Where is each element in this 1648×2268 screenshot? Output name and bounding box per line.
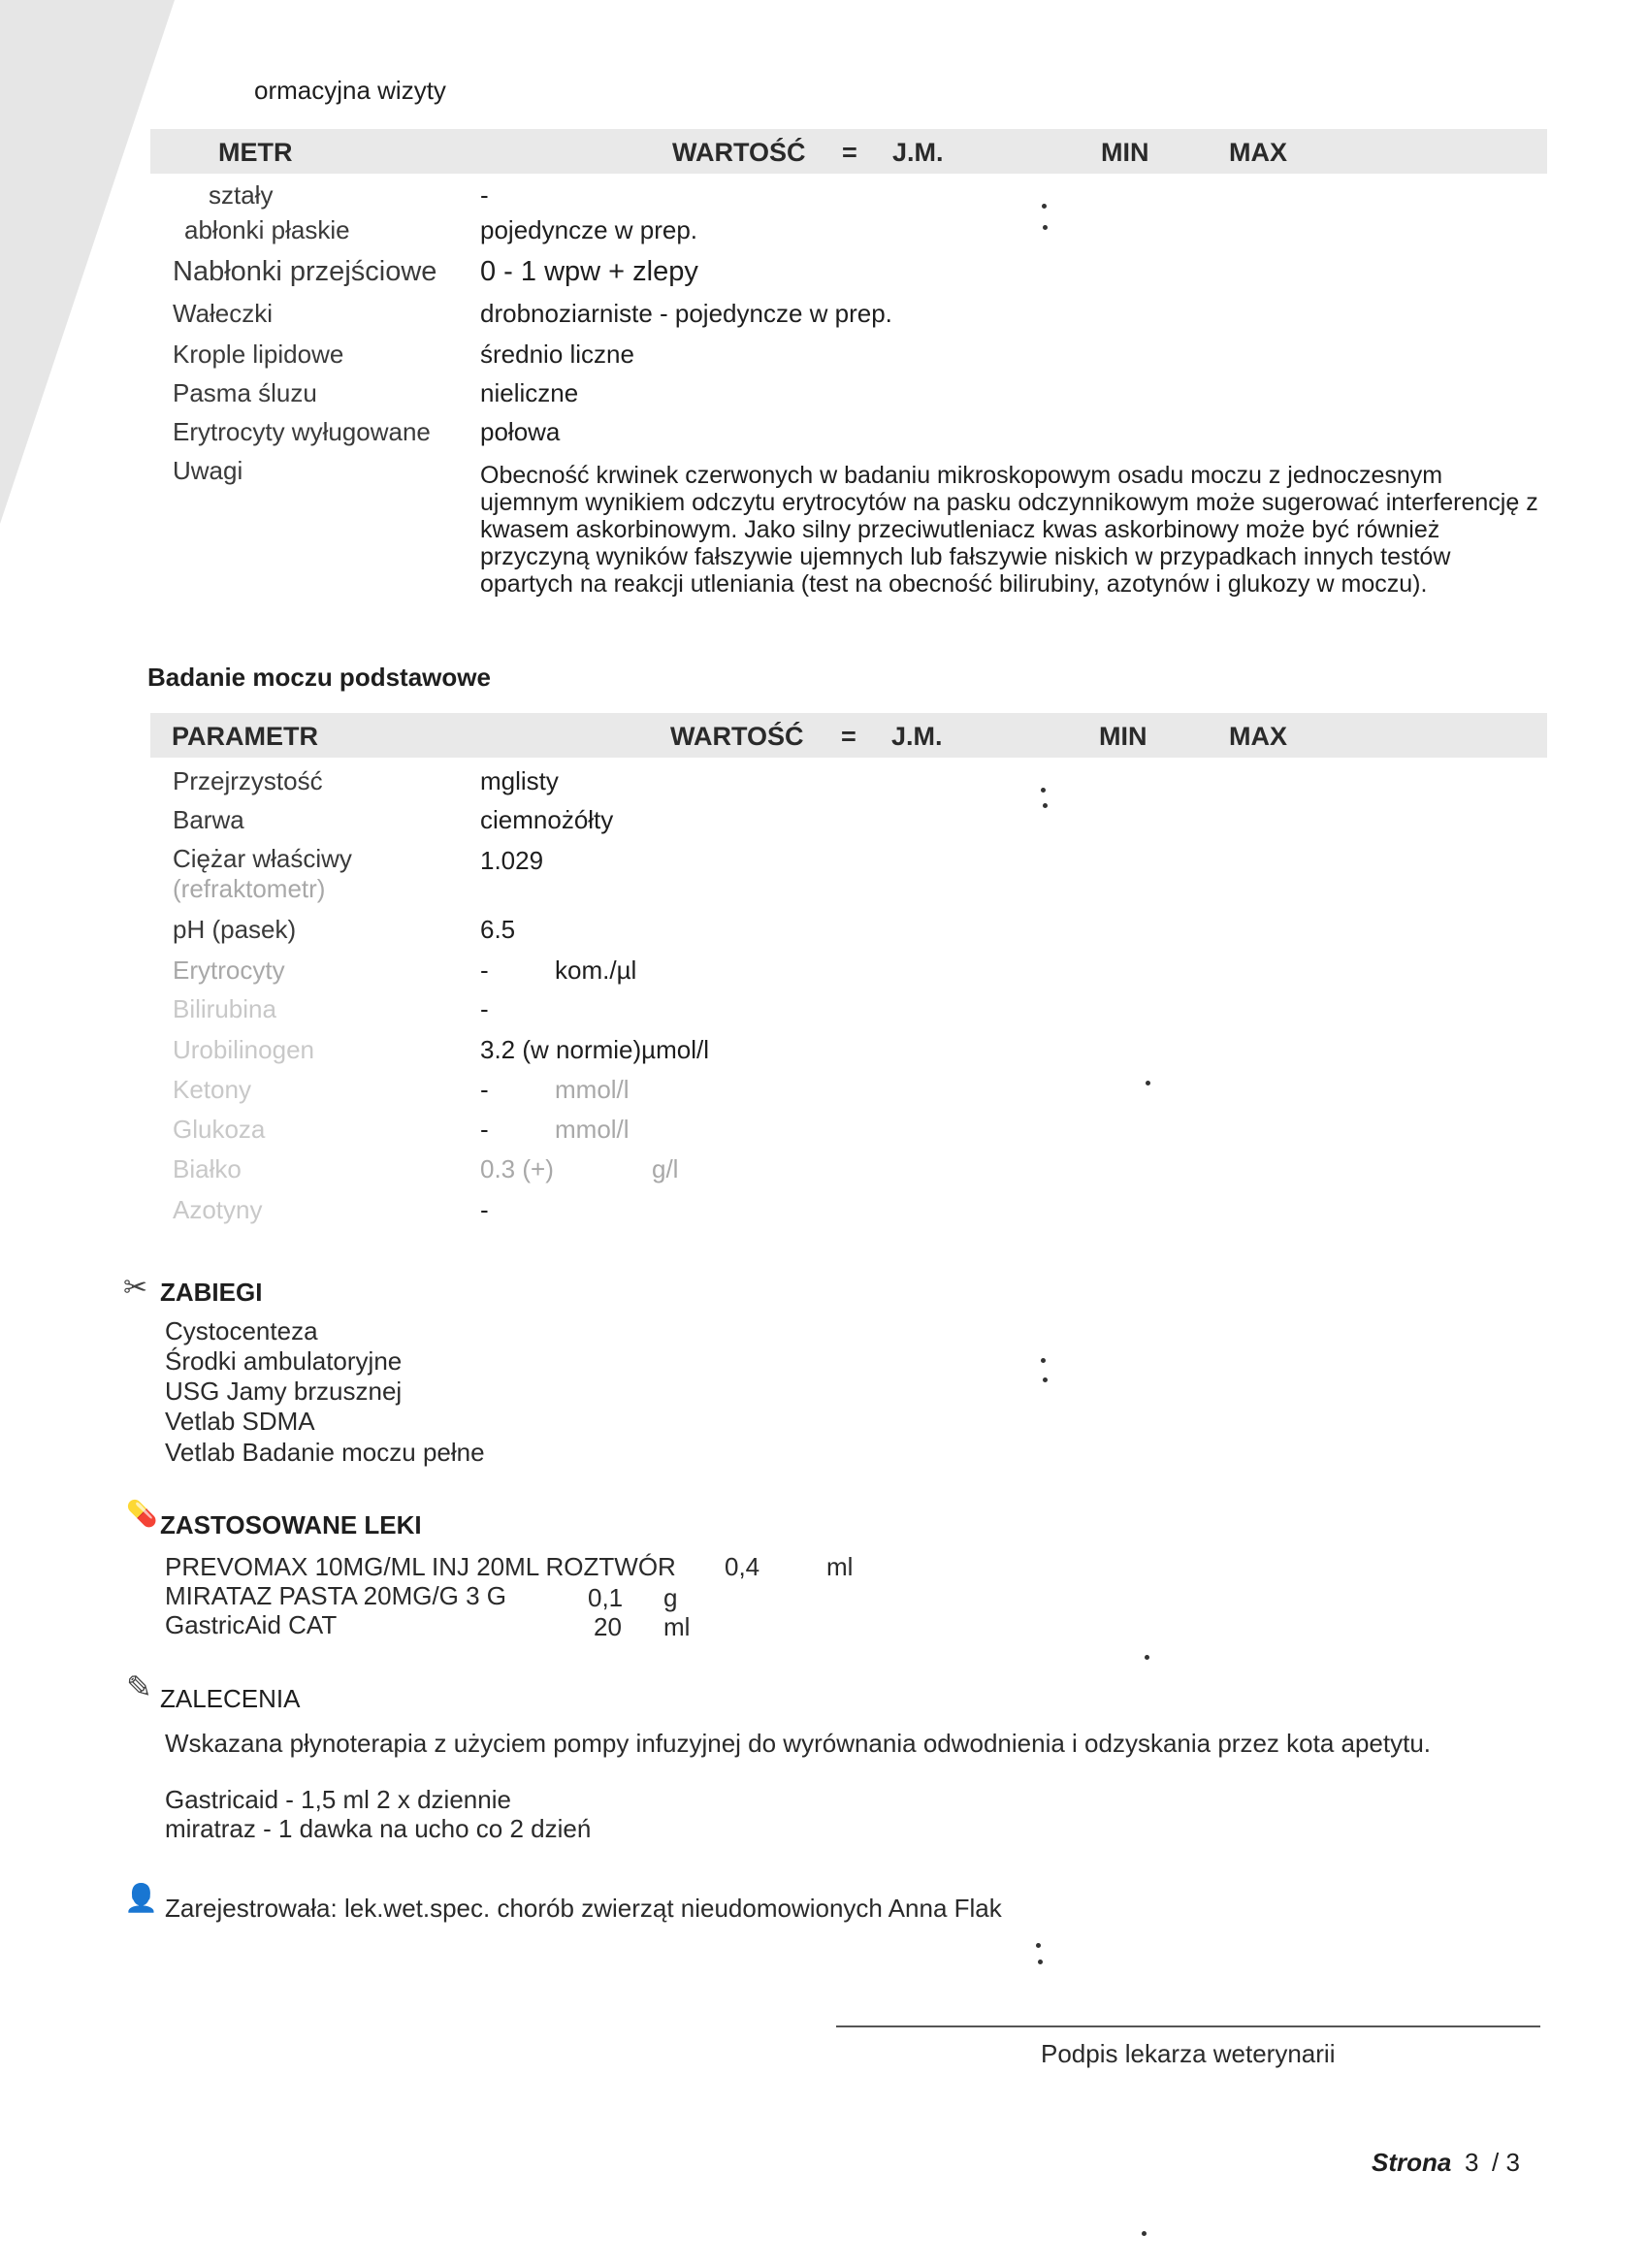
scan-speck [1038,1960,1043,1964]
pill-icon: 💊 [126,1499,158,1528]
list-item: Środki ambulatoryjne [165,1346,403,1376]
param-value: mglisty [480,766,559,795]
header-parametr: PARAMETR [172,722,318,751]
header-max: MAX [1229,138,1287,167]
header-max: MAX [1229,722,1287,751]
list-item: Vetlab SDMA [165,1407,315,1436]
param-name-sub: (refraktometr) [173,874,326,903]
signature-label: Podpis lekarza weterynarii [1041,2039,1336,2068]
signature-line [836,2025,1540,2027]
med-qty: 0,4 [725,1552,760,1581]
remarks-text: Obecność krwinek czerwonych w badaniu mikroskopowym osadu moczu z jednoczesnym ujemnym wynikiem odczytu erytrocytów na pasku odczynnikowym może sugerować interferencję z kwasem askorbinowym. Jako silny przeciwutleniacz kwas askorbinowy może być również przyczyną wyników fałszywie ujemnych lub fałszywie niskich w przypadkach innych testów opartych na reakcji utleniania (test na obecność bilirubiny, azotynów i glukozy w moczu). [480,462,1538,598]
header-min: MIN [1099,722,1147,751]
section-title-info: ormacyjna wizyty [254,76,446,105]
param-unit: kom./µl [555,956,637,985]
med-unit: ml [826,1552,854,1581]
param-value: - [480,180,489,210]
section-title-medications: ZASTOSOWANE LEKI [160,1510,422,1539]
param-name: Białko [173,1154,242,1183]
param-value: - [480,1195,489,1224]
param-name: abłonki płaskie [184,215,350,244]
header-jm: J.M. [892,138,944,167]
scan-speck [1043,225,1048,230]
param-value: nieliczne [480,378,579,407]
param-unit: g/l [652,1154,679,1183]
page-label: Strona [1372,2148,1452,2177]
param-name: Nabłonki przejściowe [173,256,437,287]
param-name: Barwa [173,805,244,834]
section-title-basic: Badanie moczu podstawowe [147,663,491,692]
header-eq: = [842,138,857,167]
param-unit: mmol/l [555,1075,630,1104]
scan-speck [1036,1943,1041,1948]
med-unit: g [663,1583,678,1612]
param-name: Przejrzystość [173,766,323,795]
header-parametr: METR [218,138,293,167]
med-unit: ml [663,1612,691,1641]
param-value: 3.2 (w normie)µmol/l [480,1035,710,1064]
param-name: Pasma śluzu [173,378,317,407]
recommendation-line: Gastricaid - 1,5 ml 2 x dziennie [165,1785,511,1814]
param-value: średnio liczne [480,340,634,369]
scan-speck [1043,803,1048,808]
param-name: Ciężar właściwy [173,844,352,873]
param-value: 0.3 (+) [480,1154,554,1183]
folded-corner [0,0,175,524]
table-header-basic [150,713,1547,758]
med-qty: 20 [594,1612,622,1641]
list-item: Vetlab Badanie moczu pełne [165,1438,485,1467]
scan-speck [1043,1377,1048,1382]
param-name: Azotyny [173,1195,263,1224]
param-name: Uwagi [173,456,243,485]
param-name: Erytrocyty [173,956,285,985]
param-value: ciemnożółty [480,805,614,834]
param-value: - [480,1075,489,1104]
param-value: - [480,956,489,985]
registered-by: Zarejestrowała: lek.wet.spec. chorób zwierząt nieudomowionych Anna Flak [165,1894,1002,1923]
param-name: ształy [209,180,274,210]
recommendation-line: Wskazana płynoterapia z użyciem pompy infuzyjnej do wyrównania odwodnienia i odzyskania przez kota apetytu. [165,1729,1432,1758]
scan-speck [1041,788,1046,793]
list-item: Cystocenteza [165,1316,318,1345]
param-value: 1.029 [480,846,544,875]
med-name: GastricAid CAT [165,1610,338,1639]
section-title-recommendations: ZALECENIA [160,1684,301,1713]
param-name: Glukoza [173,1115,266,1144]
scan-speck [1145,1655,1149,1660]
param-value: 0 - 1 wpw + zlepy [480,256,698,287]
scan-speck [1142,2231,1147,2236]
param-name: Krople lipidowe [173,340,344,369]
param-name: pH (pasek) [173,915,297,944]
param-name: Erytrocyty wyługowane [173,417,431,446]
header-wartosc: WARTOŚĆ [670,722,804,751]
page-number: 3 [1465,2148,1479,2177]
note-edit-icon: ✎ [126,1669,152,1704]
header-eq: = [841,722,856,751]
med-name: MIRATAZ PASTA 20MG/G 3 G [165,1581,507,1610]
med-name: PREVOMAX 10MG/ML INJ 20ML ROZTWÓR [165,1552,676,1581]
recommendation-line: miratraz - 1 dawka na ucho co 2 dzień [165,1814,592,1843]
param-unit: mmol/l [555,1115,630,1144]
user-icon: 👤 [124,1883,158,1913]
header-wartosc: WARTOŚĆ [672,138,806,167]
med-qty: 0,1 [588,1583,624,1612]
param-value: - [480,994,489,1023]
param-name: Wałeczki [173,299,274,328]
list-item: USG Jamy brzusznej [165,1377,403,1406]
param-value: połowa [480,417,561,446]
header-min: MIN [1101,138,1149,167]
param-value: drobnoziarniste - pojedyncze w prep. [480,299,892,328]
param-name: Urobilinogen [173,1035,314,1064]
section-title-procedures: ZABIEGI [160,1278,263,1307]
scan-speck [1041,1358,1046,1363]
page-total: / 3 [1492,2148,1520,2177]
param-value: - [480,1115,489,1144]
header-jm: J.M. [891,722,943,751]
scan-speck [1042,204,1047,209]
scissors-icon: ✂ [123,1272,148,1304]
param-value: pojedyncze w prep. [480,215,698,244]
table-header-top [150,129,1547,174]
scan-speck [1146,1081,1150,1085]
param-name: Bilirubina [173,994,276,1023]
param-value: 6.5 [480,915,516,944]
param-name: Ketony [173,1075,251,1104]
